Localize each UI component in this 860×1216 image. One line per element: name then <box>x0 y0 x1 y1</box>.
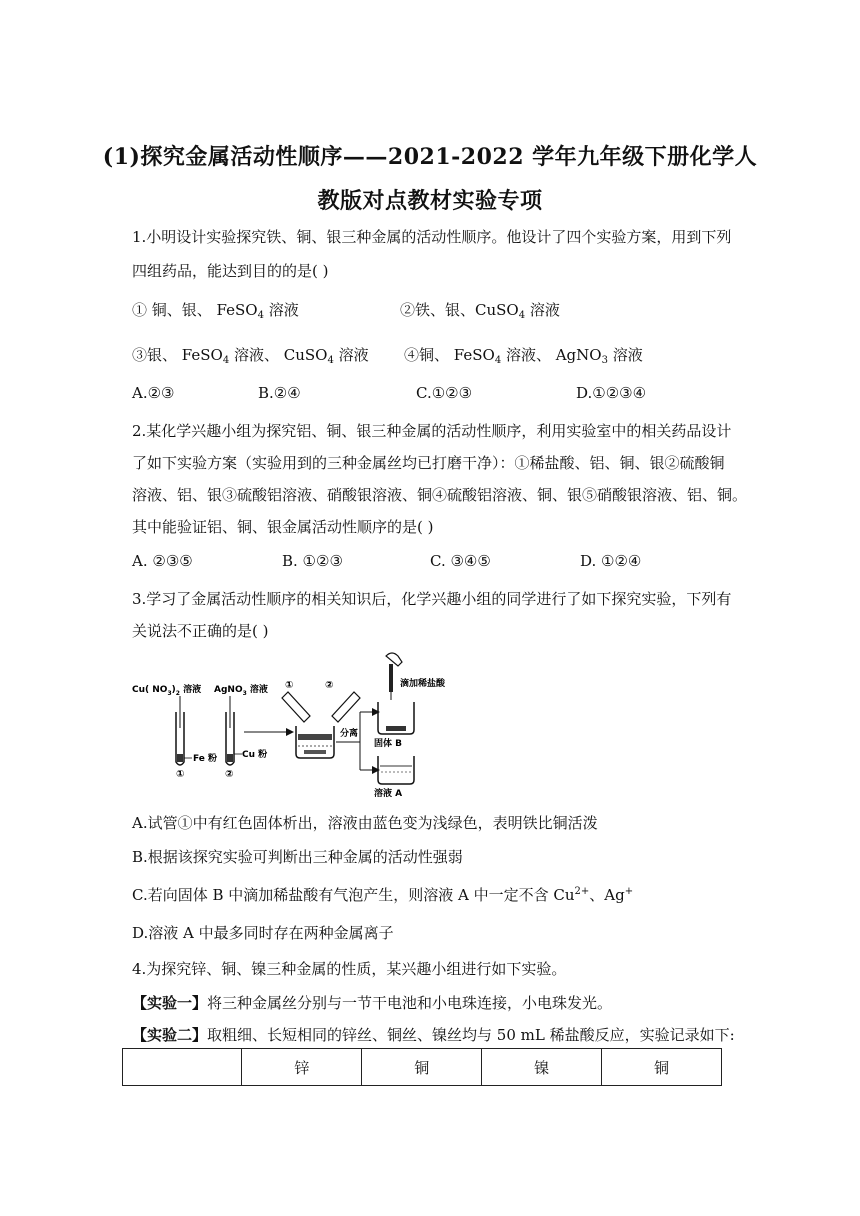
tilted-tube-2-mark: ② <box>325 680 334 691</box>
q4-stem: 4.为探究锌、铜、镍三种金属的性质，某兴趣小组进行如下实验。 <box>132 960 567 978</box>
q3-option-d: D.溶液 A 中最多同时存在两种金属离子 <box>132 924 394 942</box>
experiment-figure <box>128 650 528 800</box>
table-header-cell: 铜 <box>362 1049 482 1086</box>
q1-choice-a: A.②③ <box>132 384 175 402</box>
mixing-beaker <box>296 726 334 758</box>
table-header-cell: 铜 <box>602 1049 722 1086</box>
table-header-cell: 镍 <box>482 1049 602 1086</box>
tilted-tube-1-mark: ① <box>285 680 294 691</box>
q3-stem-line1: 3.学习了金属活动性顺序的相关知识后，化学兴趣小组的同学进行了如下探究实验，下列有 <box>132 590 732 608</box>
q1-choice-c: C.①②③ <box>416 384 473 402</box>
q1-option-2: ②铁、银、CuSO$_4$ 溶液 <box>400 301 560 321</box>
fe-powder-label: Fe 粉 <box>193 754 218 764</box>
q4-experiment-1: 【实验一】将三种金属丝分别与一节干电池和小电珠连接，小电珠发光。 <box>132 994 613 1012</box>
q3-option-c: C.若向固体 B 中滴加稀盐酸有气泡产生，则溶液 A 中一定不含 $Cu^{2+}$、Ag+ <box>132 886 634 904</box>
q1-option-3: ③银、 FeSO$_4$ 溶液、 CuSO$_4$ 溶液 <box>132 346 369 366</box>
q2-stem-line2: 了如下实验方案（实验用到的三种金属丝均已打磨干净）：①稀盐酸、铝、铜、银②硫酸铜 <box>132 454 725 472</box>
experiment-table <box>122 1048 722 1086</box>
solid-b-label: 固体 B <box>374 739 402 749</box>
beaker-solution-a <box>378 756 414 784</box>
test-tube-2 <box>226 696 234 765</box>
label-cu-no3-solution: Cu( $NO_3)_2$ 溶液 <box>132 685 202 697</box>
dropper-icon <box>386 653 402 700</box>
q1-stem-line1: 1.小明设计实验探究铁、铜、银三种金属的活动性顺序。他设计了四个实验方案，用到下列 <box>132 228 732 246</box>
tube-1-mark: ① <box>176 769 185 780</box>
q4-experiment-2: 【实验二】取粗细、长短相同的锌丝、铜丝、镍丝均与 50 mL 稀盐酸反应，实验记录如下: <box>132 1026 735 1044</box>
table-header-row <box>123 1049 722 1086</box>
test-tube-1 <box>176 696 184 765</box>
q3-stem-line2: 关说法不正确的是( ) <box>132 622 269 640</box>
q2-choice-a: A. ②③⑤ <box>132 552 193 570</box>
q2-stem-line4: 其中能验证铝、铜、银金属活动性顺序的是( ) <box>132 518 434 536</box>
label-agno3-solution: AgNO$_3$ 溶液 <box>214 685 268 697</box>
separate-label: 分离 <box>340 729 359 739</box>
q2-stem-line1: 2.某化学兴趣小组为探究铝、铜、银三种金属的活动性顺序，利用实验室中的相关药品设计 <box>132 422 732 440</box>
q3-option-b: B.根据该探究实验可判断出三种金属的活动性强弱 <box>132 848 463 866</box>
solution-a-label: 溶液 A <box>374 789 403 799</box>
q2-choice-d: D. ①②④ <box>580 552 642 570</box>
q2-choice-b: B. ①②③ <box>282 552 343 570</box>
q1-option-4: ④铜、 FeSO$_4$ 溶液、 AgNO$_3$ 溶液 <box>404 346 643 366</box>
document-title-line2: 教版对点教材实验专项 <box>317 188 543 214</box>
q1-option-1: ① 铜、银、 FeSO$_4$ 溶液 <box>132 301 299 321</box>
document-title-line1: (1)探究金属活动性顺序——2021-2022 学年九年级下册化学人 <box>102 144 758 170</box>
beaker-solid-b <box>378 702 414 734</box>
tube-2-mark: ② <box>225 769 234 780</box>
q3-option-a: A.试管①中有红色固体析出，溶液由蓝色变为浅绿色，表明铁比铜活泼 <box>132 814 598 832</box>
cu-powder-label: Cu 粉 <box>242 750 268 760</box>
q1-choice-d: D.①②③④ <box>576 384 647 402</box>
q1-choice-b: B.②④ <box>258 384 301 402</box>
table-header-cell: 锌 <box>242 1049 362 1086</box>
tilted-tube-2 <box>332 692 360 722</box>
add-hcl-label: 滴加稀盐酸 <box>400 679 446 689</box>
table-header-cell <box>123 1049 242 1086</box>
q1-stem-line2: 四组药品，能达到目的的是( ) <box>132 262 329 280</box>
q2-stem-line3: 溶液、铝、银③硫酸铝溶液、硝酸银溶液、铜④硫酸铝溶液、铜、银⑤硝酸银溶液、铝、铜。 <box>132 486 748 504</box>
tilted-tube-1 <box>282 692 310 722</box>
q2-choice-c: C. ③④⑤ <box>430 552 491 570</box>
